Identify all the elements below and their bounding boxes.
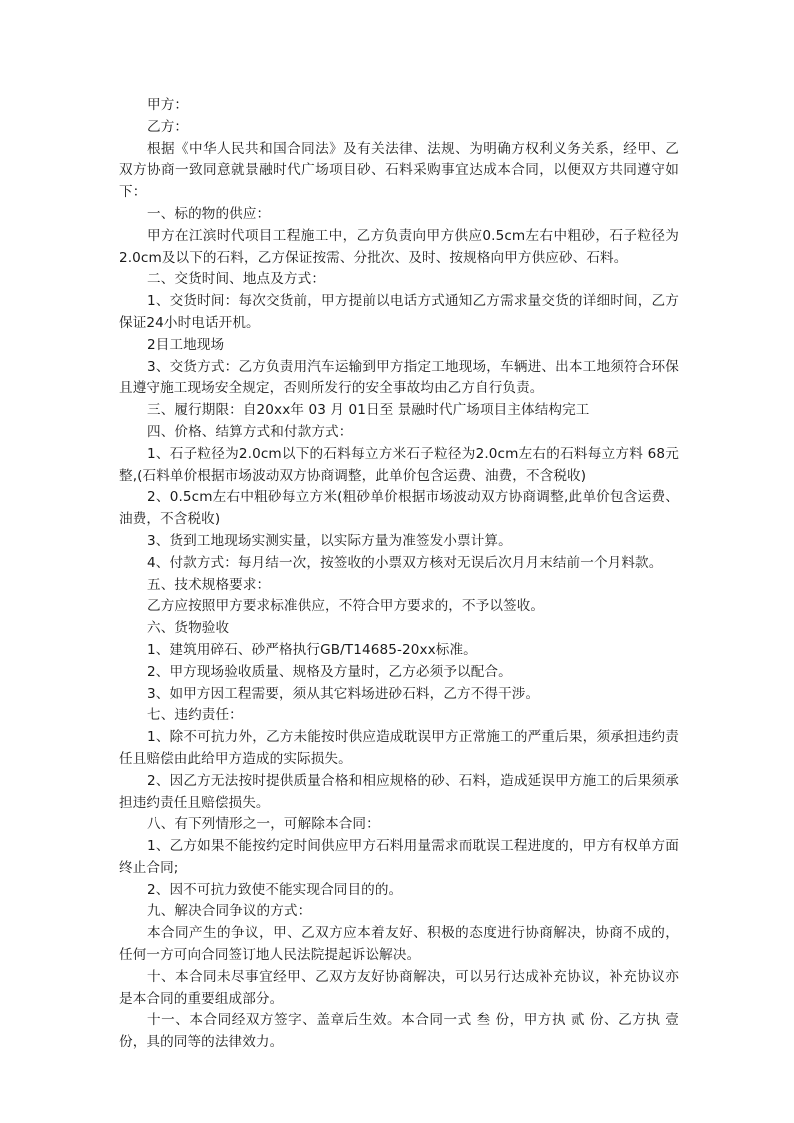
section-8-item-2: 2、因不可抗力致使不能实现合同目的的。 [147, 881, 403, 898]
section-4-item-3: 3、货到工地现场实测实量，以实际方量为准签发小票计算。 [147, 532, 512, 549]
section-4-item-1: 1、石子粒径为2.0cm以下的石料每立方米石子粒径为2.0cm左右的石料每立方料 68元整,(石料单价根据市场波动双方协商调整，此单价包含运费、油费，不含税收) [119, 445, 679, 484]
section-9-text: 本合同产生的争议，甲、乙双方应本着友好、积极的态度进行协商解决，协商不成的，任何一方可向合同签订地人民法院提起诉讼解决。 [119, 925, 679, 964]
section-heading-2: 二、交货时间、地点及方式： [147, 271, 326, 288]
section-heading-9: 九、解决合同争议的方式： [147, 903, 312, 920]
party-b-line: 乙方： [147, 118, 189, 135]
section-6-item-3: 3、如甲方因工程需要，须从其它料场进砂石料，乙方不得干涉。 [147, 685, 540, 702]
section-6-item-1: 1、建筑用碎石、砂严格执行GB/T14685-20xx标准。 [147, 641, 477, 658]
section-heading-4: 四、价格、结算方式和付款方式： [147, 423, 353, 440]
section-6-item-2: 2、甲方现场验收质量、规格及方量时，乙方必须予以配合。 [147, 663, 512, 680]
contract-body [119, 95, 679, 1054]
section-2-item-2: 2目工地现场 [147, 336, 225, 353]
section-2-item-3: 3、交货方式：乙方负责用汽车运输到甲方指定工地现场，车辆进、出本工地须符合环保且遵守施工现场安全规定，否则所发行的安全事故均由乙方自行负责。 [119, 358, 679, 397]
section-11-text: 十一、本合同经双方签字、盖章后生效。本合同一式 叁 份，甲方执 贰 份、乙方执 壹 份，具的同等的法律效力。 [119, 1012, 679, 1051]
section-4-item-4: 4、付款方式：每月结一次，按签收的小票双方核对无误后次月月末结前一个月料款。 [147, 554, 663, 571]
section-heading-3: 三、履行期限：自20xx年 03 月 01日至 景融时代广场项目主体结构完工 [147, 402, 590, 419]
party-a-line: 甲方： [147, 97, 189, 113]
section-heading-7: 七、违约责任： [147, 707, 243, 724]
section-7-item-2: 2、因乙方无法按时提供质量合格和相应规格的砂、石料，造成延误甲方施工的后果须承担违约责任且赔偿损失。 [119, 772, 679, 811]
section-heading-5: 五、技术规格要求： [147, 576, 271, 593]
section-10-text: 十、本合同未尽事宜经甲、乙双方友好协商解决，可以另行达成补充协议，补充协议亦是本合同的重要组成部分。 [119, 968, 679, 1007]
section-heading-1: 一、标的物的供应： [147, 205, 271, 222]
section-1-text: 甲方在江滨时代项目工程施工中，乙方负责向甲方供应0.5cm左右中粗砂，石子粒径为2.0cm及以下的石料，乙方保证按需、分批次、及时、按规格向甲方供应砂、石料。 [119, 227, 679, 266]
section-heading-6: 六、货物验收 [147, 620, 230, 637]
preamble: 根据《中华人民共和国合同法》及有关法律、法规、为明确方权利义务关系，经甲、乙双方协商一致同意就景融时代广场项目砂、石料采购事宜达成本合同，以便双方共同遵守如下： [119, 140, 679, 201]
section-heading-8: 八、有下列情形之一，可解除本合同： [147, 816, 380, 833]
section-2-item-1: 1、交货时间：每次交货前，甲方提前以电话方式通知乙方需求量交货的详细时间，乙方保证24小时电话开机。 [119, 293, 679, 331]
section-8-item-1: 1、乙方如果不能按约定时间供应甲方石料用量需求而耽误工程进度的，甲方有权单方面终止合同; [119, 838, 679, 876]
section-7-item-1: 1、除不可抗力外，乙方未能按时供应造成耽误甲方正常施工的严重后果，须承担违约责任且赔偿由此给甲方造成的实际损失。 [119, 729, 679, 767]
section-4-item-2: 2、0.5cm左右中粗砂每立方米(粗砂单价根据市场波动双方协商调整,此单价包含运费、油费，不含税收) [119, 489, 679, 528]
section-5-text: 乙方应按照甲方要求标准供应，不符合甲方要求的，不予以签收。 [147, 598, 545, 615]
